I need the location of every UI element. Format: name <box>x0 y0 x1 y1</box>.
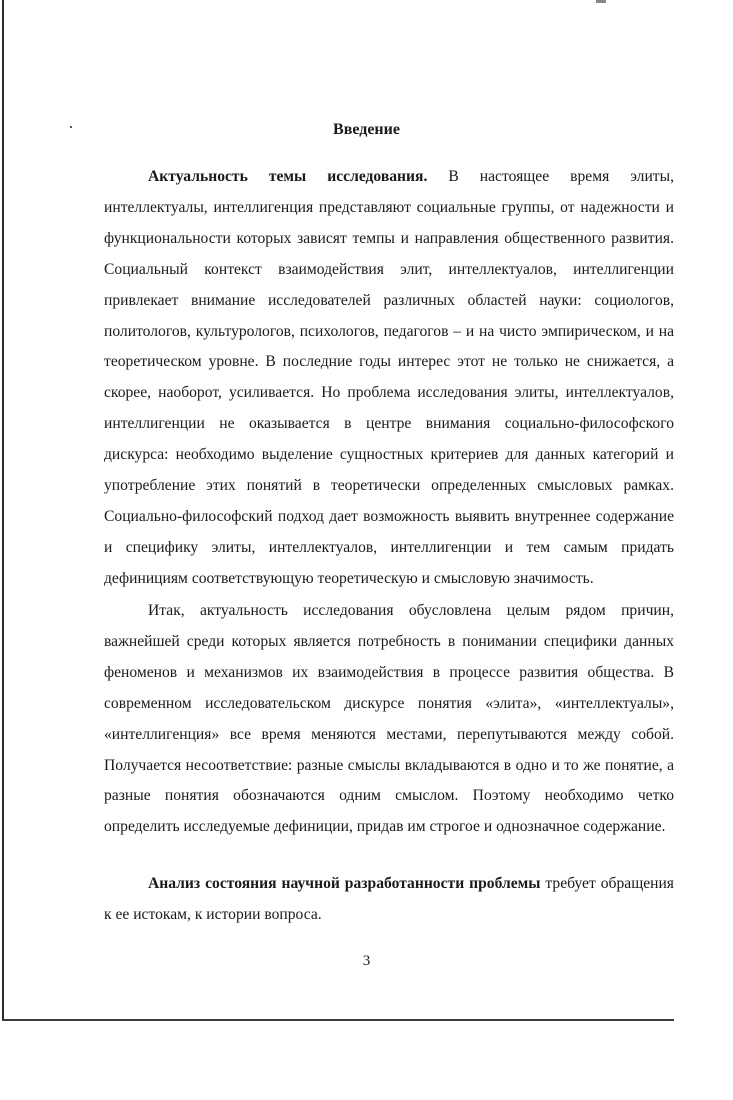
paragraph-relevance <box>104 162 674 595</box>
paragraph-text-summary: Итак, актуальность исследования обусловлена целым рядом причин, важнейшей среди которых является потребность в понимании специфики данных феноменов и механизмов их взаимодействия в процессе развития общества. В современном исследовательском дискурсе понятия «элита», «интеллектуалы», «интеллигенция» все время меняются местами, перепутываются между собой. Получается несоответствие: разные смыслы вкладываются в одно и то же понятие, а разные понятия обозначаются одним смыслом. Поэтому необходимо четко определить исследуемые дефиниции, придав им строгое и однозначное содержание. <box>104 602 674 836</box>
scan-left-edge <box>2 0 4 1020</box>
paragraph-summary <box>104 596 674 843</box>
page-title: Введение <box>333 121 400 138</box>
scan-corner-mark <box>596 0 606 3</box>
paragraph-text-analysis: требует обращения к ее истокам, к истории вопроса. <box>104 875 674 923</box>
paragraph-lead-relevance: Актуальность темы исследования. <box>148 168 428 185</box>
paragraph-analysis <box>104 869 674 931</box>
scan-bottom-edge <box>2 1019 674 1021</box>
paragraph-text-relevance: В настоящее время элиты, интеллектуалы, интеллигенция представляют социальные группы, от надежности и функциональности которых зависят темпы и направления общественного развития. Социальный контекст взаимодействия элит, интеллектуалов, интеллигенции привлекает внимание исследователей различных областей науки: социологов, политологов, культурологов, психологов, педагогов – и на чисто эмпирическом, и на теоретическом уровне. В последние годы интерес этот не только не снижается, а скорее, наоборот, усиливается. Но проблема исследования элиты, интеллектуалов, интеллигенции не оказывается в центре внимания социально-философского дискурса: необходимо выделение сущностных критериев для данных категорий и употребление этих понятий в теоретически определенных смысловых рамках. Социально-философский подход дает возможность выявить внутреннее содержание и специфику элиты, интеллектуалов, интеллигенции и тем самым придать дефинициям соответствующую теоретическую и смысловую значимость. <box>104 168 674 587</box>
paragraph-lead-analysis: Анализ состояния научной разработанности проблемы <box>148 875 541 892</box>
page-number: 3 <box>362 953 371 969</box>
